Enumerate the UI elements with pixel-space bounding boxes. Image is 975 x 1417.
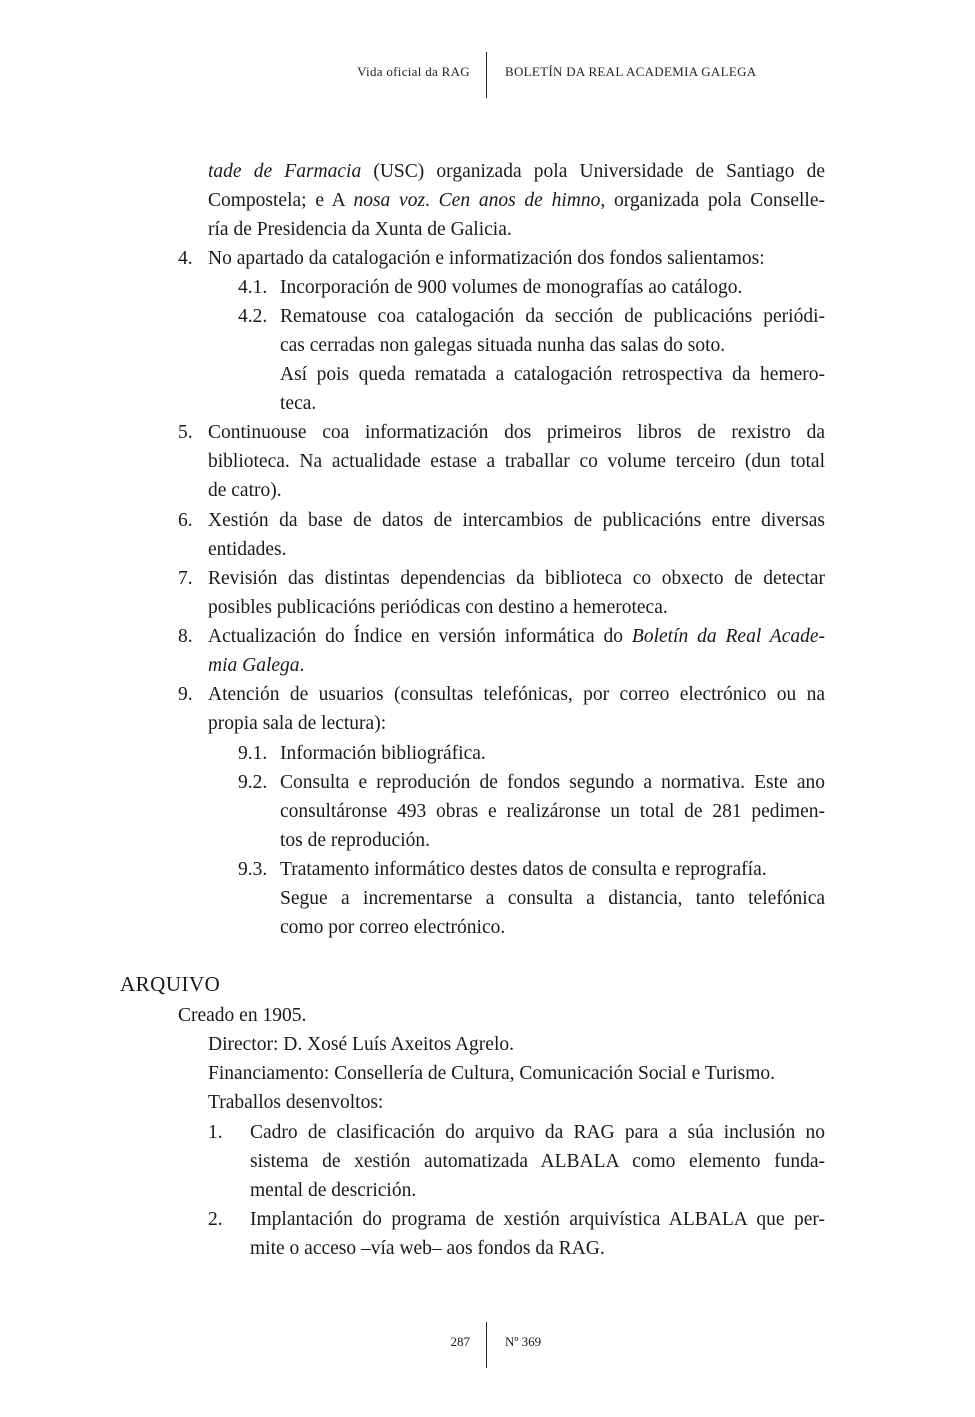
created-line: Creado en 1905. (178, 1005, 307, 1026)
list-item: Información bibliográfica. (280, 743, 486, 764)
italic-title: tade de Farmacia (208, 161, 362, 182)
list-item: Cadro de clasificación do arquivo da RAG para a súa inclusión no (250, 1122, 825, 1143)
list-item: Implantación do programa de xestión arquivística ALBALA que per- (250, 1209, 825, 1230)
running-header-journal: BOLETÍN DA REAL ACADEMIA GALEGA (505, 64, 757, 79)
list-item: Xestión da base de datos de intercambios de publicacións entre diversas (208, 510, 825, 531)
list-item-line: tos de reprodución. (280, 830, 431, 851)
list-item: Actualización do Índice en versión informática do Boletín da Real Acade- (208, 626, 826, 647)
list-item-line: de catro). (208, 480, 282, 501)
list-number: 2. (208, 1209, 223, 1230)
issue-number: Nº 369 (505, 1334, 542, 1349)
list-number: 9.1. (238, 743, 268, 764)
list-number: 7. (178, 568, 193, 589)
page-number: 287 (450, 1334, 470, 1349)
list-item: Rematouse coa catalogación da sección de publicacións periódi- (280, 306, 825, 327)
list-item-line: biblioteca. Na actualidade estase a traballar co volume terceiro (dun total (208, 451, 825, 472)
list-item-line: entidades. (208, 539, 287, 560)
funding-line: Financiamento: Consellería de Cultura, Comunicación Social e Turismo. (208, 1063, 776, 1084)
list-item: Continuouse coa informatización dos primeiros libros de rexistro da (208, 422, 825, 443)
list-item: Incorporación de 900 volumes de monografías ao catálogo. (280, 277, 743, 298)
section-heading: ARQUIVO (120, 972, 221, 996)
director-line: Director: D. Xosé Luís Axeitos Agrelo. (208, 1034, 514, 1055)
list-number: 9.3. (238, 859, 268, 880)
list-item-line: posibles publicacións periódicas con destino a hemeroteca. (208, 597, 668, 618)
list-number: 9.2. (238, 772, 268, 793)
list-item-line: mia Galega. (208, 655, 305, 676)
works-label: Traballos desenvoltos: (208, 1092, 384, 1113)
list-item-line: Así pois queda rematada a catalogación retrospectiva da hemero- (280, 364, 825, 385)
list-item-line: sistema de xestión automatizada ALBALA como elemento funda- (250, 1151, 825, 1172)
list-item: Revisión das distintas dependencias da biblioteca co obxecto de detectar (208, 568, 825, 589)
list-number: 6. (178, 510, 193, 531)
list-number: 4. (178, 248, 193, 269)
footer-divider (486, 1322, 487, 1368)
running-header-section: Vida oficial da RAG (357, 64, 470, 79)
list-number: 1. (208, 1122, 223, 1143)
list-number: 9. (178, 684, 193, 705)
list-item-line: como por correo electrónico. (280, 917, 506, 938)
list-item-line: consultáronse 493 obras e realizáronse un total de 281 pedimen- (280, 801, 825, 822)
list-item: No apartado da catalogación e informatización dos fondos salientamos: (208, 248, 765, 269)
list-item: Atención de usuarios (consultas telefónicas, por correo electrónico ou na (208, 684, 825, 705)
paragraph-line: Compostela; e A nosa voz. Cen anos de himno, organizada pola Conselle- (208, 190, 825, 211)
paragraph-line: tade de Farmacia (USC) organizada pola Universidade de Santiago de (208, 161, 825, 182)
list-number: 5. (178, 422, 193, 443)
list-item-line: mental de descrición. (250, 1180, 417, 1201)
list-item: Consulta e reprodución de fondos segundo a normativa. Este ano (280, 772, 825, 793)
list-number: 8. (178, 626, 193, 647)
list-item-line: Segue a incrementarse a consulta a distancia, tanto telefónica (280, 888, 825, 909)
list-item-line: propia sala de lectura): (208, 713, 387, 734)
list-item-line: cas cerradas non galegas situada nunha das salas do soto. (280, 335, 726, 356)
list-item: Tratamento informático destes datos de consulta e reprografía. (280, 859, 767, 880)
header-divider (486, 52, 487, 98)
paragraph-line: ría de Presidencia da Xunta de Galicia. (208, 219, 512, 240)
list-number: 4.2. (238, 306, 268, 327)
list-item-line: teca. (280, 393, 317, 414)
list-item-line: mite o acceso –vía web– aos fondos da RAG. (250, 1238, 605, 1259)
list-number: 4.1. (238, 277, 268, 298)
